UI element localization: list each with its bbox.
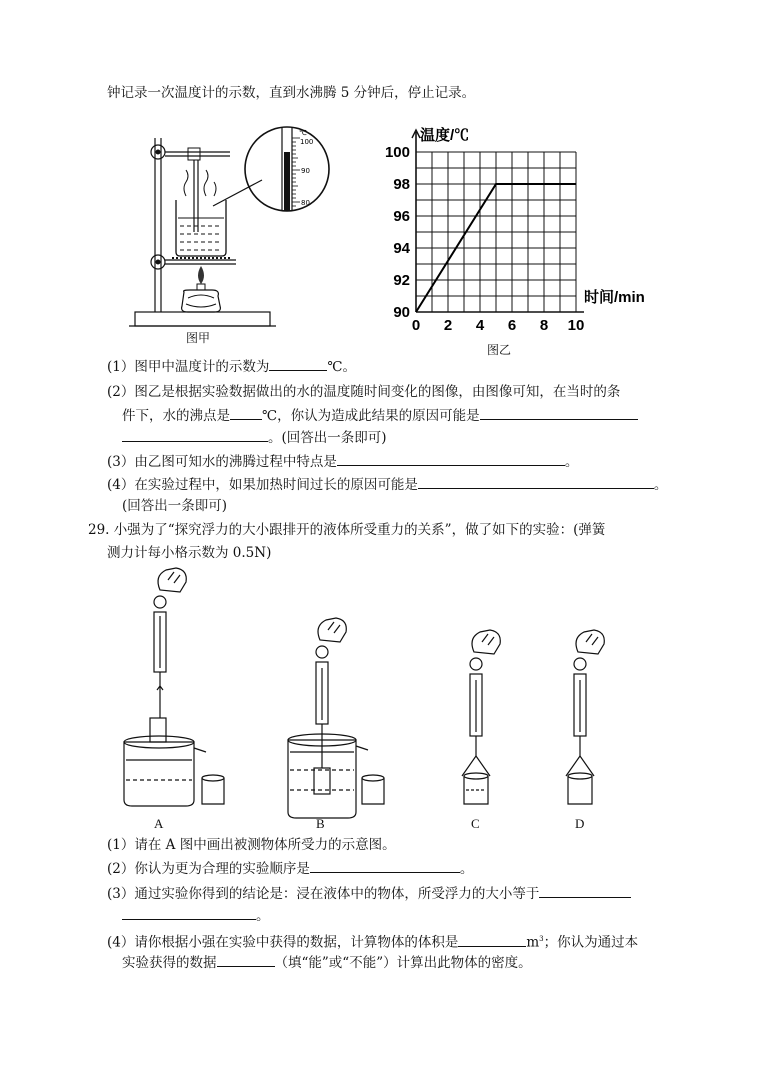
chart-x-tick-label: 4 [475, 317, 485, 334]
chart-y-tick-label: 96 [393, 208, 410, 225]
chart-y-tick-label: 100 [384, 144, 410, 161]
q29-part3-line2: 。 [122, 906, 270, 925]
figure-label-d: D [575, 816, 585, 831]
setup-a [124, 568, 224, 806]
chart-y-tick-label: 90 [393, 304, 410, 321]
q29-part1: (1）请在 A 图中画出被测物体所受力的示意图。 [107, 837, 396, 853]
intro-line: 钟记录一次温度计的示数，直到水沸腾 5 分钟后，停止记录。 [107, 85, 476, 101]
q28-part1: (1）图甲中温度计的示数为 ℃。 [107, 359, 356, 375]
q29-p3-blank-cont[interactable] [122, 906, 256, 920]
figure-label-c: C [471, 816, 480, 831]
setup-d [566, 630, 604, 804]
chart-xlabel: 时间/min [584, 289, 645, 306]
chart-x-tick-label: 2 [443, 317, 453, 334]
chart-x-tick-label: 8 [539, 317, 549, 334]
chart-y-tick-label: 92 [393, 272, 410, 289]
chart-x-tick-label: 0 [411, 317, 421, 334]
q29-p3-blank[interactable] [539, 884, 631, 898]
q29-p4-blank-volume[interactable] [458, 933, 526, 947]
q28-part3: (3）由乙图可知水的沸腾过程中特点是 。 [107, 454, 579, 470]
figure-label-a: A [154, 816, 164, 831]
q28-part4: (4）在实验过程中，如果加热时间过长的原因可能是 。 [107, 477, 668, 493]
q29-part4-line2: 实验获得的数据 （填“能”或“不能”）计算出此物体的密度。 [122, 955, 532, 971]
chart-x-tick-label: 10 [567, 317, 585, 334]
scale-unit: ℃ [299, 129, 307, 137]
q28-part2-line1: (2）图乙是根据实验数据做出的水的温度随时间变化的图像，由图像可知，在当时的条 [107, 384, 621, 400]
q28-part2-line3: 。(回答出一条即可) [122, 428, 387, 447]
chart-x-tick-label: 6 [507, 317, 517, 334]
fig-yi-caption: 图乙 [487, 343, 512, 357]
q29-part3-line1: (3）通过实验你得到的结论是：浸在液体中的物体，所受浮力的大小等于 [107, 884, 631, 903]
chart-y-tick-label: 94 [393, 240, 410, 257]
q29-part2: (2）你认为更为合理的实验顺序是 。 [107, 861, 474, 877]
q29-p2-blank[interactable] [310, 859, 460, 873]
scale-label-80: 80 [301, 199, 310, 207]
setup-b [288, 618, 384, 818]
scale-label-90: 90 [301, 167, 310, 175]
q29-part4-line1: (4）请你根据小强在实验中获得的数据，计算物体的体积是 $m^3$；你认为通过本 [107, 934, 639, 951]
q29-stem-line2: 测力计每小格示数为 0.5N) [107, 545, 272, 561]
chart-ylabel: 温度/℃ [420, 127, 470, 144]
q29-stem-line1: 29. 小强为了“探究浮力的大小跟排开的液体所受重力的关系”，做了如下的实验：(弹簧 [88, 522, 606, 538]
chart-y-tick-label: 98 [393, 176, 410, 193]
fig-jia-caption: 图甲 [186, 331, 211, 345]
q29-p4-blank-density[interactable] [217, 953, 275, 967]
setup-c [462, 630, 500, 804]
q28-part2-line2: 件下，水的沸点是 ℃，你认为造成此结果的原因可能是 [122, 406, 638, 425]
q28-part4-note: (回答出一条即可) [122, 498, 228, 514]
figure-label-b: B [316, 816, 325, 831]
scale-label-100: 100 [300, 138, 314, 146]
